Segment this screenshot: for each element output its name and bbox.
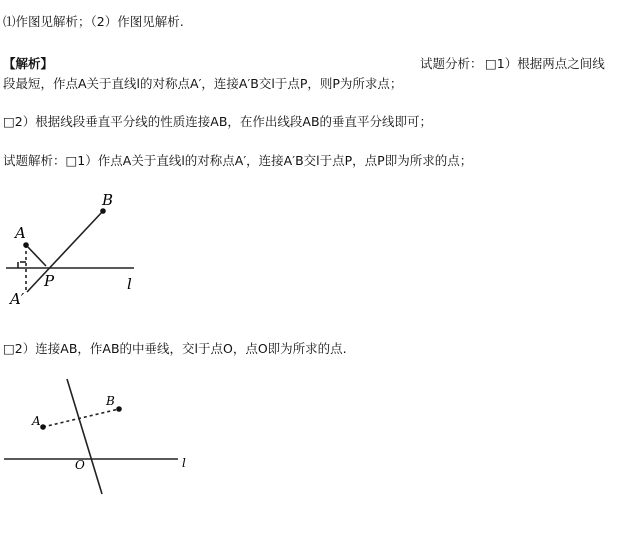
perpendicular-bisector — [67, 379, 102, 494]
segment-a-prime-b — [27, 211, 103, 292]
label-a: A — [15, 224, 26, 242]
point-b — [100, 208, 106, 214]
label-b: B — [102, 191, 114, 209]
analysis-summary-part1-start: □1）根据两点之间线 — [485, 56, 605, 71]
label-o: O — [75, 458, 85, 472]
answer-line: ⑴作图见解析；（2）作图见解析. — [3, 14, 184, 29]
analysis-heading: 【解析】 — [3, 56, 54, 71]
label-l: l — [127, 275, 132, 293]
label-l-2: l — [182, 456, 186, 470]
point-b-2 — [116, 406, 122, 412]
label-p: P — [44, 272, 55, 290]
analysis-summary-label: 试题分析： — [420, 56, 483, 71]
solution-part2: □2）连接AB，作AB的中垂线，交l于点O，点O即为所求的点. — [3, 341, 347, 356]
segment-a-p — [26, 245, 46, 266]
analysis-summary-part2: □2）根据线段垂直平分线的性质连接AB，在作出线段AB的垂直平分线即可； — [3, 114, 433, 129]
analysis-summary-part1-cont: 段最短，作点A关于直线l的对称点A′，连接A′B交l于点P，则P为所求点； — [3, 76, 403, 91]
label-a-prime: A′ — [10, 290, 25, 308]
label-b-2: B — [106, 394, 115, 408]
label-a-2: A — [32, 414, 41, 428]
point-a — [23, 242, 29, 248]
solution-part1: 试题解析：□1）作点A关于直线l的对称点A′，连接A′B交l于点P，点P即为所求的点； — [3, 153, 473, 168]
point-a-2 — [40, 424, 46, 430]
